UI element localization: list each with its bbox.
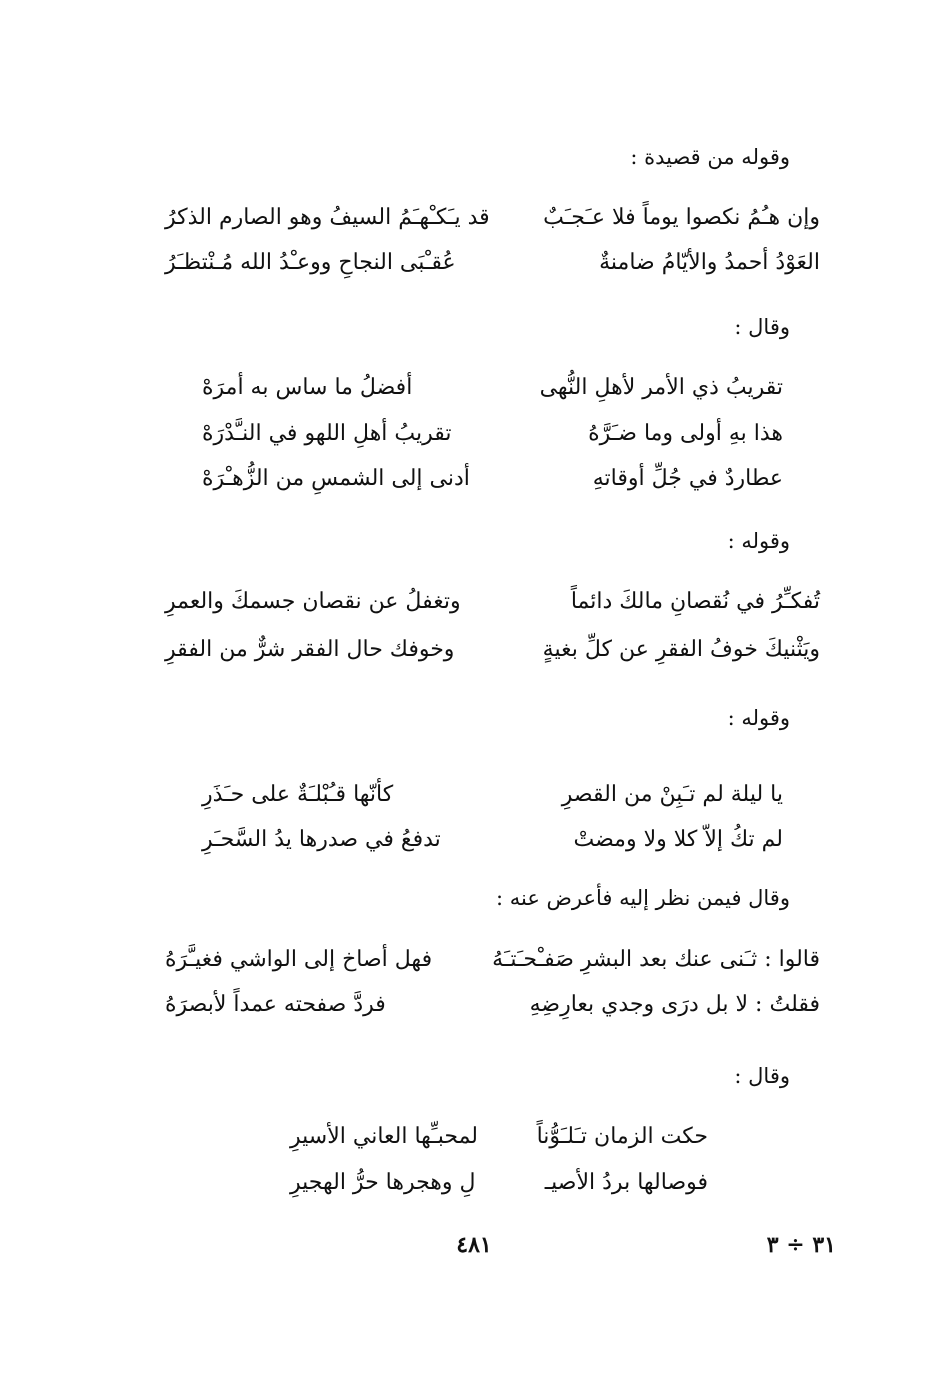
verse-second-hemistich: أدنى إلى الشمسِ من الزُّهـْرَهْ <box>202 466 470 491</box>
verse-first-hemistich: فقلتُ : لا بل درَى وجدي بعارِضِهِ <box>529 992 820 1017</box>
verse-second-hemistich: فهل أصاخ إلى الواشي فغيـَّرَهُ <box>165 947 433 972</box>
verse-second-hemistich: لمحبـِّها العاني الأسيرِ <box>290 1124 478 1149</box>
verse-line <box>0 940 948 980</box>
verse-first-hemistich: تقريبُ ذي الأمر لأهلِ النُّهى <box>539 375 783 400</box>
verse-line <box>0 582 948 622</box>
verse-line <box>0 198 948 238</box>
verse-second-hemistich: لِ وهجرها حرُّ الهجيرِ <box>290 1170 476 1195</box>
verse-line <box>0 1163 948 1203</box>
section-intro: وقوله من قصيدة : <box>630 145 790 169</box>
verse-line <box>0 243 948 283</box>
verse-line <box>0 775 948 815</box>
verse-first-hemistich: العَوْدُ أحمدُ والأيّامُ ضامنةٌ <box>599 250 820 275</box>
verse-first-hemistich: تُفكـِّرُ في نُقصانِ مالكَ دائماً <box>570 589 820 614</box>
verse-second-hemistich: أفضلُ ما ساس به أمرَهْ <box>202 375 413 400</box>
verse-line <box>0 1117 948 1157</box>
verse-first-hemistich: فوصالها بردُ الأصيـ <box>544 1170 708 1195</box>
verse-first-hemistich: عطاردٌ في جُلِّ أوقاتهِ <box>592 466 783 491</box>
verse-line <box>0 459 948 499</box>
verse-second-hemistich: تدفعُ في صدرها يدُ السَّحـَرِ <box>202 827 441 852</box>
section-intro: وقال فيمن نظر إليه فأعرض عنه : <box>495 886 790 910</box>
verse-second-hemistich: وتغفلُ عن نقصان جسمكَ والعمرِ <box>165 589 461 614</box>
section-intro: وقوله : <box>727 529 790 553</box>
verse-line <box>0 630 948 670</box>
verse-first-hemistich: حكت الزمان تـَلـَوُّناً <box>536 1124 708 1149</box>
verse-second-hemistich: عُقـْبَى النجاحِ ووعـْدُ الله مُـنْتظـَرُ <box>165 250 456 275</box>
section-intro: وقوله : <box>727 706 790 730</box>
verse-first-hemistich: لم تكُ إلاّ كلا ولا ومضتْ <box>573 827 783 852</box>
verse-second-hemistich: تقريبُ أهلِ اللهو في النـَّدْرَهْ <box>202 421 452 446</box>
page-number: ٤٨١ <box>456 1232 492 1258</box>
verse-line <box>0 985 948 1025</box>
verse-first-hemistich: يا ليلة لم تـَبِنْ من القصرِ <box>561 782 783 807</box>
verse-second-hemistich: فردَّ صفحته عمداً لأبصرَهُ <box>165 992 386 1017</box>
verse-first-hemistich: قالوا : ثـَنى عنك بعد البشرِ صَفـْحـَتـَهُ <box>492 947 820 972</box>
verse-line <box>0 368 948 408</box>
verse-first-hemistich: هذا بهِ أولى وما ضـَرَّهُ <box>588 421 783 446</box>
verse-second-hemistich: كأنّها قـُبْلـَةٌ على حـَذَرِ <box>202 782 394 807</box>
verse-second-hemistich: قد يـَكـْهـَمُ السيفُ وهو الصارم الذكرُ <box>165 205 490 230</box>
verse-line <box>0 414 948 454</box>
verse-line <box>0 820 948 860</box>
verse-second-hemistich: وخوفك حال الفقر شرٌّ من الفقرِ <box>165 637 455 662</box>
section-intro: وقال : <box>734 315 790 339</box>
printer-signature-mark: ٣١ ÷ ٣ <box>766 1232 836 1258</box>
verse-first-hemistich: ويَثْنيكَ خوفُ الفقرِ عن كلِّ بغيةٍ <box>542 637 820 662</box>
section-intro: وقال : <box>734 1064 790 1088</box>
verse-first-hemistich: وإن هـُمُ نكصوا يوماً فلا عـَجـَبٌ <box>543 205 820 230</box>
